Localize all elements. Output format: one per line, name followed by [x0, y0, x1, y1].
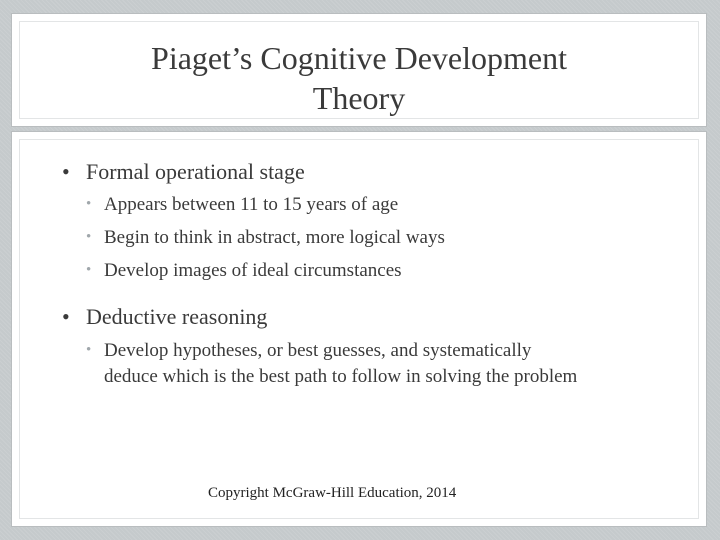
sub-bullet-text: Develop hypotheses, or best guesses, and systematically — [104, 340, 532, 361]
sub-bullet-text: Develop images of ideal circumstances — [104, 260, 402, 281]
sub-bullet-text: Appears between 11 to 15 years of age — [104, 194, 399, 215]
sub-bullet-text: Begin to think in abstract, more logical ways — [104, 227, 445, 248]
sub-bullet-marker: • — [86, 342, 92, 358]
title-panel — [11, 13, 707, 127]
slide-title — [12, 38, 706, 118]
title-line-2: Theory — [312, 80, 406, 116]
sub-bullet-marker: • — [86, 196, 92, 212]
sub-bullet-marker: • — [86, 262, 92, 278]
bullet-marker: • — [62, 304, 70, 329]
bullet-text: Deductive reasoning — [86, 304, 268, 329]
content-panel — [11, 131, 707, 527]
bullet-text: Formal operational stage — [86, 159, 305, 184]
sub-bullet-marker: • — [86, 229, 92, 245]
sub-bullet-text: deduce which is the best path to follow in solving the problem — [104, 366, 578, 387]
bullet-marker: • — [62, 159, 70, 184]
title-line-1: Piaget’s Cognitive Development — [151, 40, 567, 76]
copyright-footer: Copyright McGraw-Hill Education, 2014 — [208, 485, 457, 501]
